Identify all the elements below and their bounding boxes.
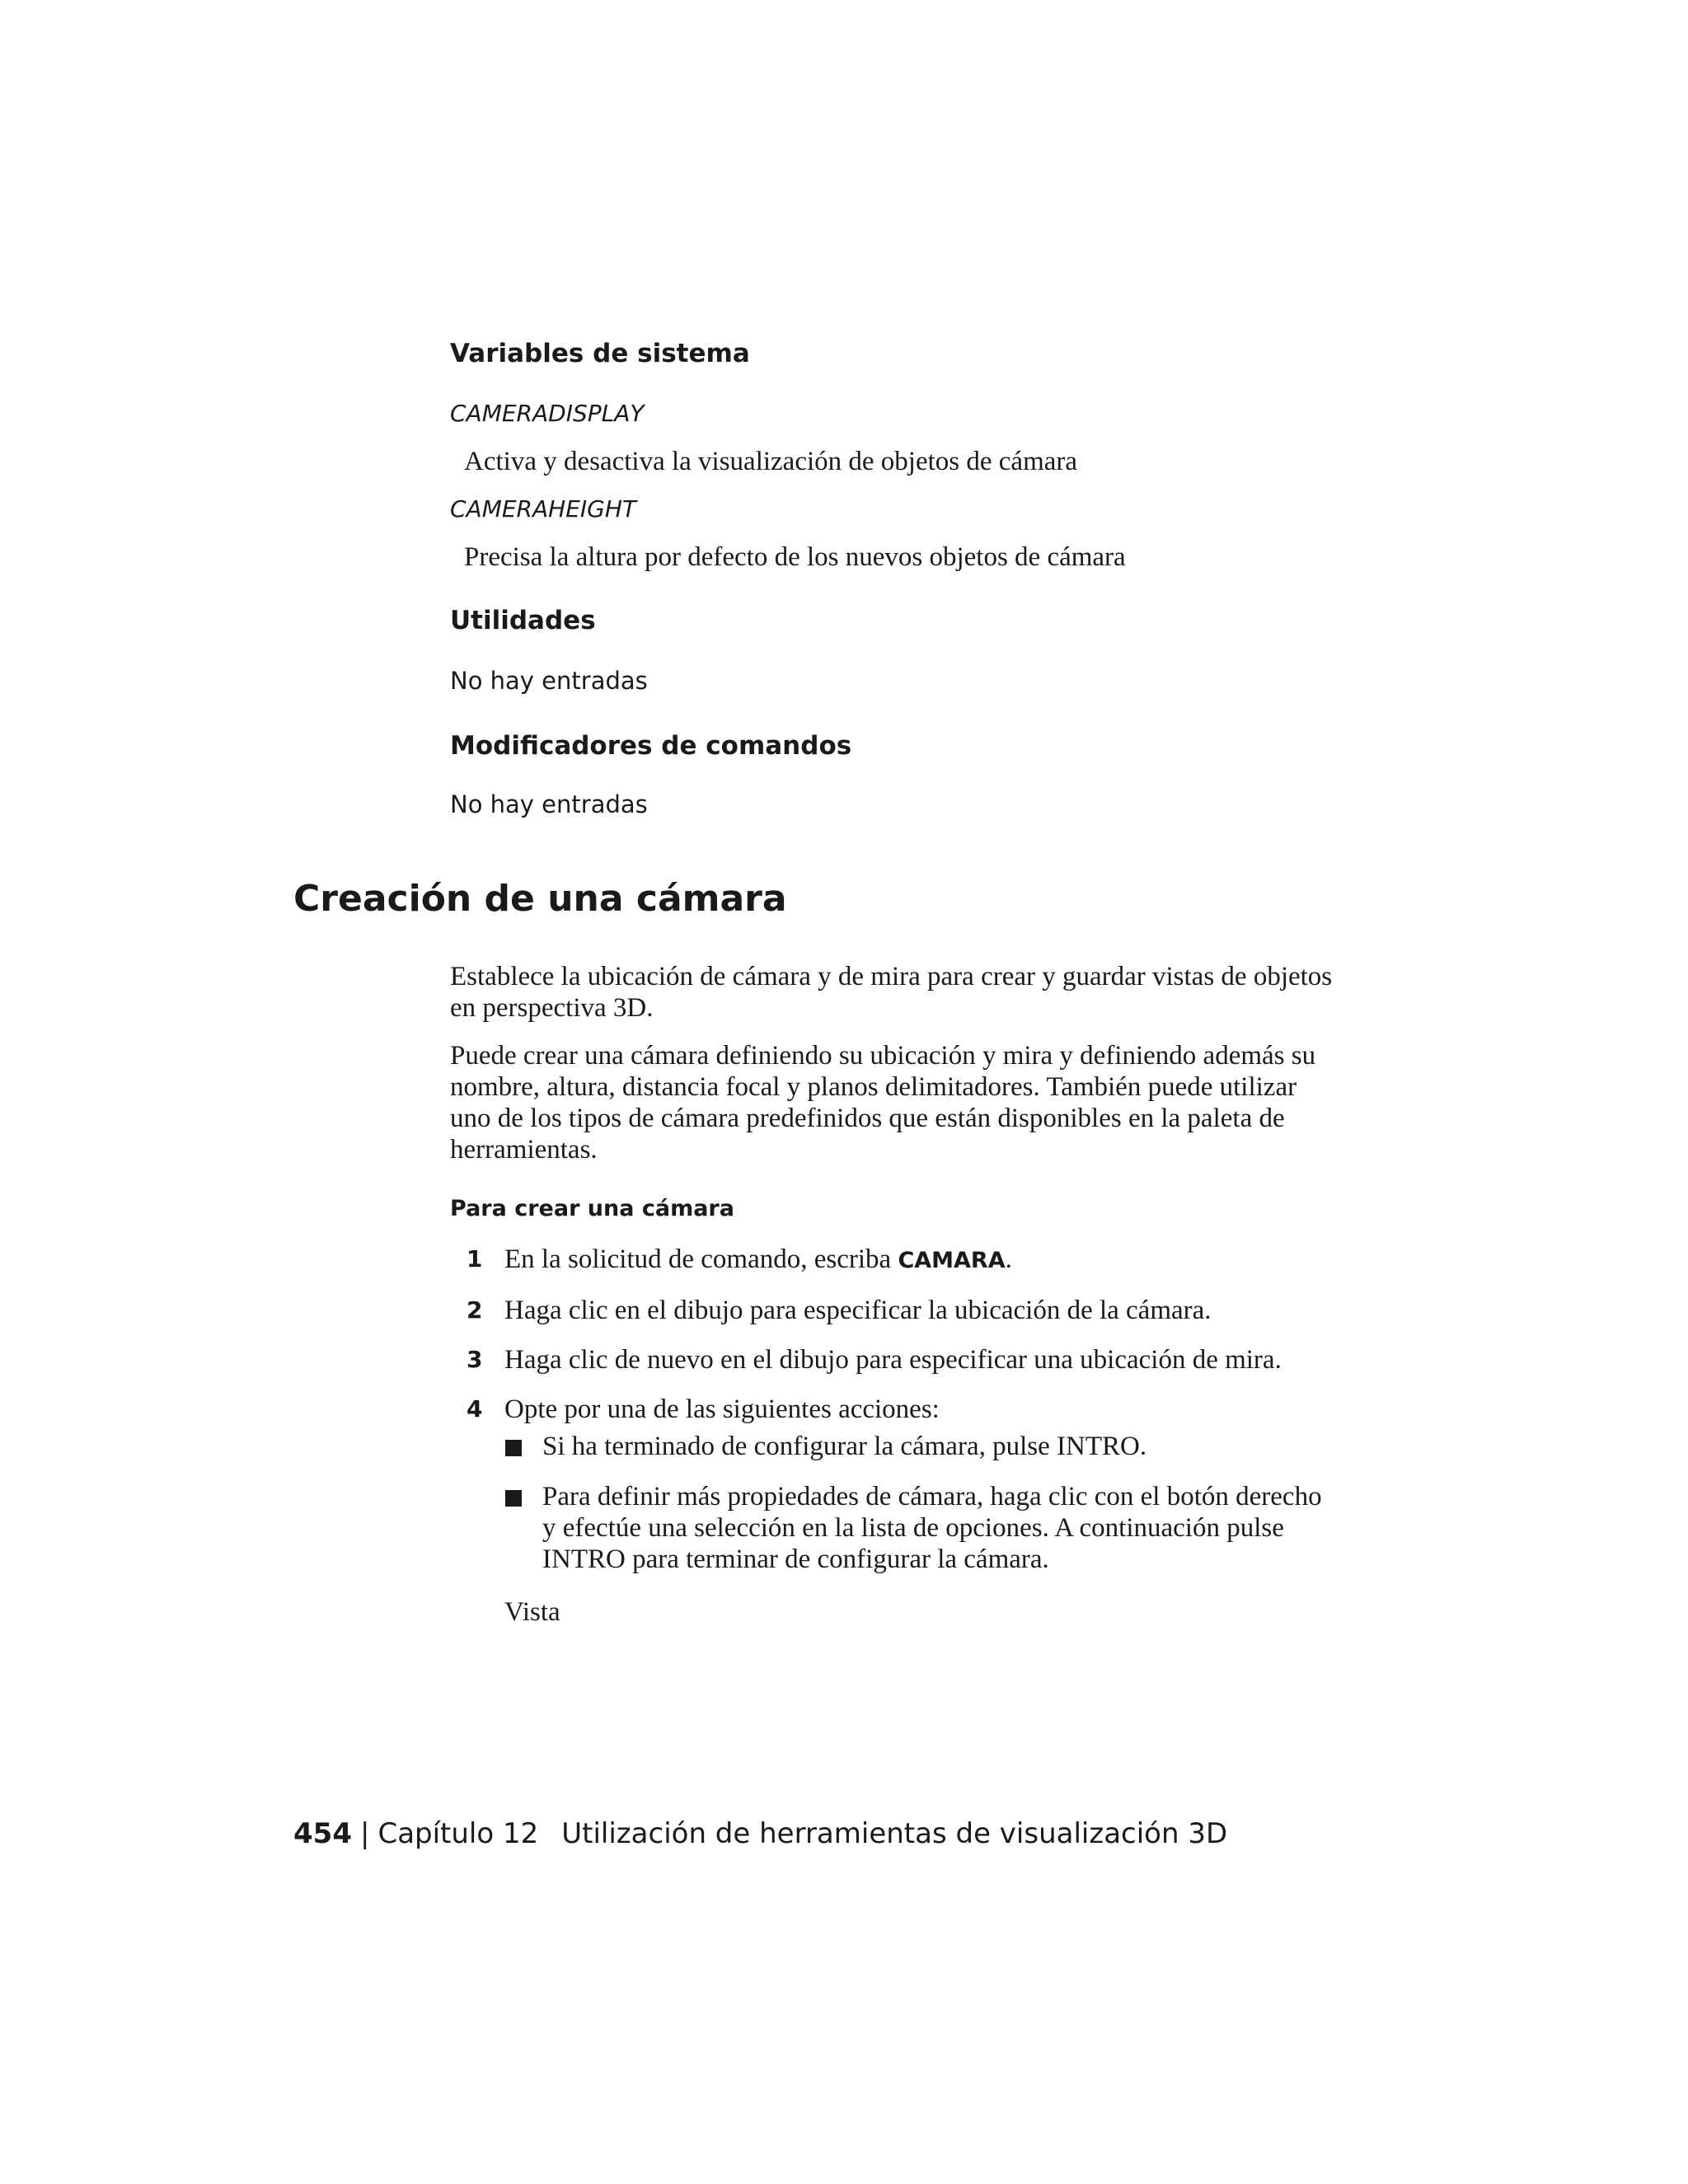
bullet-text: Para definir más propiedades de cámara, haga clic con el botón derecho y efectúe una selección en la lista de opciones. A continuación pulse INTRO para terminar de configurar la cámara.	[542, 1482, 1322, 1574]
bullet-icon	[505, 1440, 522, 1456]
section-paragraph: Establece la ubicación de cámara y de mira para crear y guardar vistas de objetos en perspectiva 3D.	[450, 962, 1333, 1023]
bullet-icon	[505, 1490, 522, 1507]
step-text: Opte por una de las siguientes acciones:	[504, 1394, 940, 1424]
variable-description: Precisa la altura por defecto de los nuevos objetos de cámara	[464, 542, 1126, 572]
page-footer	[293, 1816, 1227, 1852]
step-text: Haga clic de nuevo en el dibujo para especificar una ubicación de mira.	[504, 1345, 1282, 1375]
chapter-label: Capítulo 12	[377, 1817, 539, 1850]
page-number: 454	[293, 1817, 352, 1850]
section-paragraph: Puede crear una cámara definiendo su ubicación y mira y definiendo además su nombre, altura, distancia focal y planos delimitadores. También puede utilizar uno de los tipos de cámara predefinidos que están disponibles en la paleta de herramientas.	[450, 1041, 1316, 1165]
variable-description: Activa y desactiva la visualización de objetos de cámara	[464, 447, 1078, 476]
system-variables-heading: Variables de sistema	[450, 339, 750, 368]
utilities-text: No hay entradas	[450, 667, 648, 695]
step-text-before: En la solicitud de comando, escriba	[504, 1244, 898, 1274]
step-number: 2	[467, 1296, 483, 1324]
step-text	[504, 1243, 1012, 1277]
variable-name: CAMERADISPLAY	[450, 400, 645, 427]
utilities-heading: Utilidades	[450, 606, 596, 635]
command-name: CAMARA	[898, 1248, 1006, 1273]
step-text: Haga clic en el dibujo para especificar la ubicación de la cámara.	[504, 1296, 1212, 1325]
procedure-title: Para crear una cámara	[450, 1196, 734, 1221]
variable-name: CAMERAHEIGHT	[450, 495, 637, 523]
step-number: 1	[467, 1245, 483, 1272]
section-title: Creación de una cámara	[293, 878, 787, 920]
chapter-title: Utilización de herramientas de visualización 3D	[561, 1817, 1228, 1850]
bullet-text: Si ha terminado de configurar la cámara, pulse INTRO.	[542, 1432, 1147, 1461]
command-modifiers-heading: Modificadores de comandos	[450, 731, 852, 761]
step-number: 3	[467, 1346, 483, 1373]
command-modifiers-text: No hay entradas	[450, 790, 648, 818]
related-link-label: Vista	[504, 1597, 560, 1627]
footer-separator: |	[359, 1817, 370, 1850]
step-number: 4	[467, 1395, 483, 1422]
step-text-after: .	[1005, 1244, 1012, 1274]
